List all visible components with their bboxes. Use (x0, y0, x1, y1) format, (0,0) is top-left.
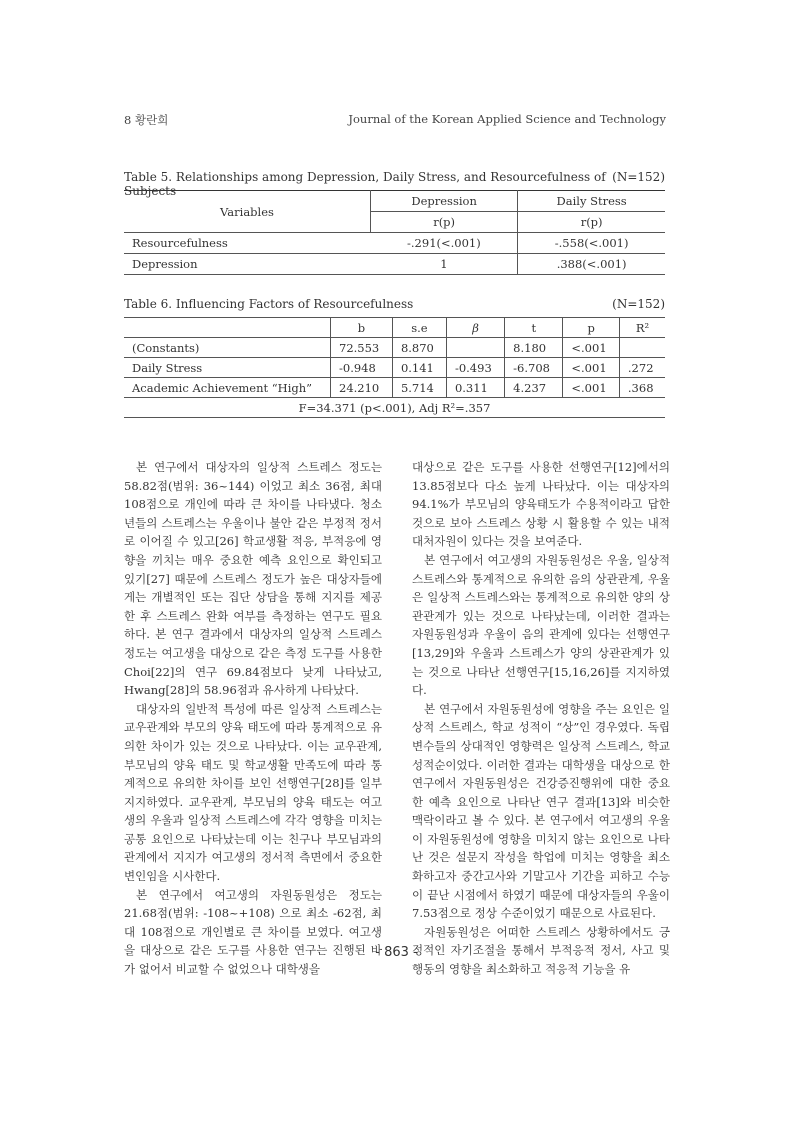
table5 (124, 190, 665, 275)
table5-cell: 1 (371, 254, 518, 275)
table-row (124, 338, 665, 358)
table5-cell: -.558(<.001) (518, 233, 665, 254)
table6-cell (446, 338, 504, 358)
table6-header-cell: R² (619, 318, 665, 338)
page-number: - 863 - (375, 945, 418, 960)
table6-cell: 8.870 (392, 338, 446, 358)
table5-cell: .388(<.001) (518, 254, 665, 275)
table5-row-label: Depression (124, 254, 371, 275)
table5-title: Table 5. Relationships among Depression, Daily Stress, and Resourcefulness of Subjects (124, 170, 606, 198)
table5-cell: -.291(<.001) (371, 233, 518, 254)
table6-footer: F=34.371 (p<.001), Adj R²=.357 (124, 398, 665, 418)
paragraph: 본 연구에서 대상자의 일상적 스트레스 정도는 58.82점(범위: 36~144) 이었고 최소 36점, 최대 108점으로 개인에 따라 큰 차이를 나타냈다. 청소년들의 스트레스는 우울이나 불안 같은 부정적 정서로 이어질 수 있고[26] 학교생활 적응, 부적응에 영향을 끼치는 매우 중요한 예측 요인으로 확인되고 있기[27] 때문에 스트레스 정도가 높은 대상자들에게는 개별적인 또는 집단 상담을 통해 지지를 제공한 후 스트레스 완화 여부를 측정하는 연구도 필요하다. 본 연구 결과에서 대상자의 일상적 스트레스 정도는 여고생을 대상으로 같은 측정 도구를 사용한 Choi[22]의 연구 69.84점보다 낮게 나타났고, Hwang[28]의 58.96점과 유사하게 나타났다. (124, 460, 382, 698)
table5-col2-subheader: r(p) (518, 212, 665, 233)
table6-cell: -0.493 (446, 358, 504, 378)
table6-cell: 8.180 (505, 338, 563, 358)
running-header-left: 8 황란희 (124, 113, 169, 127)
table-row (124, 358, 665, 378)
table6-cell: -0.948 (331, 358, 393, 378)
table6-header-cell (124, 318, 331, 338)
paragraph: 본 연구에서 여고생의 자원동원성은 우울, 일상적 스트레스와 통계적으로 유의한 음의 상관관계, 우울은 일상적 스트레스와는 통계적으로 유의한 양의 상관관계가 있는 것으로 나타났는데, 이러한 결과는 자원동원성과 우울이 음의 관계에 있다는 선행연구[13,29]와 우울과 스트레스가 양의 상관관계가 있는 것으로 나타난 선행연구[15,16,26]를 지지하였다. (412, 552, 670, 698)
table6-header-cell: t (505, 318, 563, 338)
table6-header-cell: p (563, 318, 620, 338)
table5-col1-subheader: r(p) (371, 212, 518, 233)
paragraph: 본 연구에서 여고생의 자원동원성은 정도는 21.68점(범위: -108~+108) 으로 최소 -62점, 최대 108점으로 개인별로 큰 차이를 보였다. 여고생을 대상으로 같은 도구를 사용한 연구는 진행된 바가 없어서 비교할 수 없었으나 대학생을 (124, 887, 382, 977)
table5-row-label: Resourcefulness (124, 233, 371, 254)
table6-row-label: Daily Stress (124, 358, 331, 378)
table6-header-cell: β (446, 318, 504, 338)
table-row (124, 233, 665, 254)
table6-row-label: Academic Achievement “High” (124, 378, 331, 398)
table6-cell: -6.708 (505, 358, 563, 378)
running-header-right: Journal of the Korean Applied Science and Technology (348, 112, 666, 126)
paragraph: 본 연구에서 자원동원성에 영향을 주는 요인은 일상적 스트레스, 학교 성적이 “상”인 경우였다. 독립변수들의 상대적인 영향력은 일상적 스트레스, 학교 성적순이었다. 이러한 결과는 대학생을 대상으로 한 연구에서 자원동원성은 건강증진행위에 대한 중요한 예측 요인으로 나타난 연구 결과[13]와 비슷한 맥락이라고 볼 수 있다. 본 연구에서 여고생의 우울이 자원동원성에 영향을 미치지 않는 요인으로 나타난 것은 설문지 작성을 학업에 미치는 영향을 최소화하고자 중간고사와 기말고사 기간을 피하고 수능이 끝난 시점에서 하였기 때문에 대상자들의 우울이 7.53점으로 정상 수준이었기 때문으로 사료된다. (412, 701, 670, 921)
body-column-right (412, 458, 670, 979)
table6 (124, 317, 665, 418)
paragraph: 대상으로 같은 도구를 사용한 선행연구[12]에서의 13.85점보다 다소 높게 나타났다. 이는 대상자의 94.1%가 부모님의 양육태도가 수용적이라고 답한 것으로 보아 스트레스 상황 시 활용할 수 있는 내적 대처자원이 있다는 것을 보여준다. (412, 460, 670, 549)
table5-col1-header: Depression (371, 191, 518, 212)
table6-cell: 0.141 (392, 358, 446, 378)
table6-cell: .272 (619, 358, 665, 378)
body-column-left (124, 458, 382, 979)
table6-title: Table 6. Influencing Factors of Resourcefulness (124, 297, 414, 311)
table6-header-cell: b (331, 318, 393, 338)
table6-cell: 72.553 (331, 338, 393, 358)
table6-header-row (124, 318, 665, 338)
table5-variables-header: Variables (124, 191, 371, 233)
table6-n: (N=152) (612, 297, 665, 311)
paragraph: 자원동원성은 어떠한 스트레스 상황하에서도 긍정적인 자기조절을 통해서 부적응적 정서, 사고 및 행동의 영향을 최소화하고 적응적 기능을 유 (412, 924, 670, 977)
table-row (124, 378, 665, 398)
table6-cell: <.001 (563, 378, 620, 398)
table6-header-cell: s.e (392, 318, 446, 338)
paragraph: 대상자의 일반적 특성에 따른 일상적 스트레스는 교우관계와 부모의 양육 태도에 따라 통계적으로 유의한 차이가 있는 것으로 나타났다. 이는 교우관계, 부모님의 양육 태도 및 학교생활 만족도에 따라 통계적으로 유의한 차이를 보인 선행연구[28]를 일부 지지하였다. 교우관계, 부모님의 양육 태도는 여고생의 우울과 일상적 스트레스에 각각 영향을 미치는 공통 요인으로 나타났는데 이는 친구나 부모님과의 관계에서 지지가 여고생의 정서적 측면에서 중요한 변인임을 시사한다. (124, 701, 382, 884)
table6-cell: .368 (619, 378, 665, 398)
table5-n: (N=152) (612, 170, 665, 184)
table6-cell: <.001 (563, 358, 620, 378)
table6-cell: 5.714 (392, 378, 446, 398)
table6-cell: <.001 (563, 338, 620, 358)
table6-row-label: (Constants) (124, 338, 331, 358)
table6-cell: 4.237 (505, 378, 563, 398)
table6-cell: 24.210 (331, 378, 393, 398)
table6-cell: 0.311 (446, 378, 504, 398)
table6-cell (619, 338, 665, 358)
table6-caption (124, 297, 665, 311)
table5-col2-header: Daily Stress (518, 191, 665, 212)
table-row (124, 254, 665, 275)
